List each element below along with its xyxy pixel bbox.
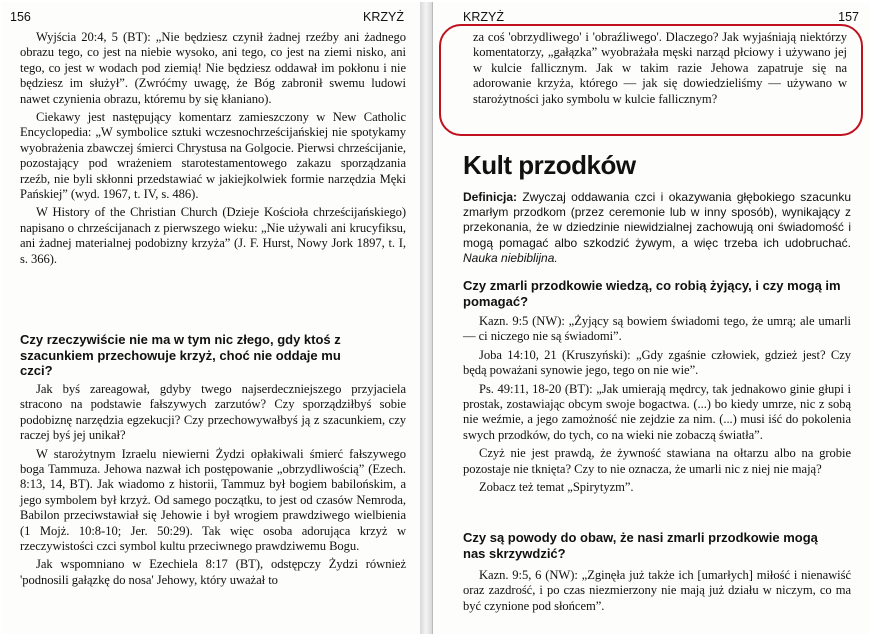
question-2-text <box>463 568 851 614</box>
left-page <box>2 2 421 634</box>
paragraph: Ps. 49:11, 18-20 (BT): „Jak umierają mędrcy, tak jednakowo ginie głupi i prostak, zostawiając obcym swoje bogactwa. (...) bo kiedy umrze, nic z sobą nie weźmie, a jego zamożność nie zejdzie za nim. (...) musi iść do pokolenia swych przodków, do tych, co na wieki nie zobaczą światła”. <box>463 381 851 442</box>
left-running-title: KRZYŻ <box>363 10 404 24</box>
definition-block <box>463 190 851 266</box>
question-1-text <box>463 314 851 495</box>
paragraph: Wyjścia 20:4, 5 (BT): „Nie będziesz czynił żadnej rzeźby ani żadnego obrazu tego, co jest na niebie wysoko, ani tego, co jest na ziemi nisko, ani tego, co jest w wodach pod ziemią! Nie będziesz oddawał im pokłonu i nie będziesz im służył”. (Zwróćmy uwagę, że Bóg zabronił swemu ludowi nawet czynienia obrazu, któremu by się kłaniano). <box>20 30 406 106</box>
right-running-title: KRZYŻ <box>463 10 504 24</box>
question-heading-1: Czy zmarli przodkowie wiedzą, co robią żyjący, i czy mogą im pomagać? <box>463 278 841 309</box>
paragraph: Jak wspomniano w Ezechiela 8:17 (BT), odstępczy Żydzi również 'podnosili gałązkę do nosa' Jehowy, który uważał to <box>20 557 406 587</box>
definition-label: Definicja: <box>463 190 518 204</box>
chapter-title: Kult przodków <box>463 150 636 180</box>
definition-note: Nauka niebiblijna. <box>463 250 558 265</box>
continued-text-block <box>473 30 847 107</box>
paragraph: Joba 14:10, 21 (Kruszyński): „Gdy zgaśnie człowiek, gdzież jest? Czy będą poważani synowie jego, tego on nie wie”. <box>463 347 851 378</box>
paragraph: W History of the Christian Church (Dzieje Kościoła chrześcijańskiego) napisano o chrześcijanach z pierwszego wieku: „Nie używali ani krucyfiksu, ani żadnej materialnej podobizny krzyża” (J. F. Hurst, Nowy Jork 1897, t. I, s. 366). <box>20 205 406 266</box>
paragraph: Jak byś zareagował, gdyby twego najserdeczniejszego przyjaciela stracono na podstawie fałszywych zarzutów? Czy sporządziłbyś sobie podobiznę narzędzia egzekucji? Czy przechowywałbyś ją z szacunkiem, czy raczej byś jej unikał? <box>20 382 406 443</box>
left-section-text <box>20 382 406 588</box>
left-page-number: 156 <box>10 10 31 24</box>
left-running-head <box>2 8 420 26</box>
question-heading-2: Czy są powody do obaw, że nasi zmarli przodkowie mogą nas skrzywdzić? <box>463 530 818 561</box>
right-page <box>432 2 869 634</box>
paragraph: Zobacz też temat „Spirytyzm”. <box>479 480 634 495</box>
paragraph: Kazn. 9:5 (NW): „Żyjący są bowiem świadomi tego, że umrą; ale umarli — ci niczego nie są świadomi”. <box>463 314 851 344</box>
paragraph: W starożytnym Izraelu niewierni Żydzi opłakiwali śmierć fałszywego boga Tammuza. Jehowa nazwał ich postępowanie „obrzydliwością” (Ezech. 8:13, 14, BT). Jak wiadomo z historii, Tammuz był bogiem babilońskim, a jego symbolem był krzyż. Od samego początku, to jest od czasów Nemroda, Babilon przeciwstawiał się Jehowie i był wrogiem prawdziwego wielbienia (1 Mojż. 10:8-10; Jer. 50:29). Tak więc osoba adorująca krzyż w rzeczywistości czci symbol kultu przeciwnego prawdziwemu Bogu. <box>20 446 406 554</box>
left-intro-text <box>20 30 406 267</box>
section-heading: Czy rzeczywiście nie ma w tym nic złego, gdy ktoś z szacunkiem przechowuje krzyż, choć nie oddaje mu czci? <box>20 332 341 378</box>
book-gutter <box>420 2 432 634</box>
paragraph: Kazn. 9:5, 6 (NW): „Zginęła już także ich [umarłych] miłość i nienawiść oraz zazdrość, i po czas niezmierzony nie mają już działu w niczym, co ma być czynione pod słońcem”. <box>463 568 851 613</box>
paragraph: za coś 'obrzydliwego' i 'obraźliwego'. Dlaczego? Jak wyjaśniają niektórzy komentatorzy, „gałązka” wyobrażała męski narząd płciowy i używano jej w kulcie fallicznym. Jak w takim razie Jehowa zapatruje się na adorowanie krzyża, którego — jak się dowiedzieliśmy — używano w starożytności jako symbolu w kulcie fallicznym? <box>473 30 847 106</box>
paragraph: Czyż nie jest prawdą, że żywność stawiana na ołtarzu albo na grobie pozostaje nie tknięta? Czy to nie oznacza, że umarli nic z niej nie mają? <box>463 446 851 476</box>
right-page-number: 157 <box>838 10 859 24</box>
right-running-head <box>433 8 869 26</box>
paragraph: Ciekawy jest następujący komentarz zamieszczony w New Catholic Encyclopedia: „W symbolice sztuki wczesnochrześcijańskiej nie spotykamy wyobrażenia zbawczej śmierci Chrystusa na Golgocie. Pierwsi chrześcijanie, pozostający pod wrażeniem starotestamentowego zakazu sporządzania rzeźb, nie byli skłonni przedstawiać w jakiejkolwiek formie narzędzia Męki Pańskiej” (wyd. 1967, t. IV, s. 486). <box>20 110 406 202</box>
definition-text: Zwyczaj oddawania czci i okazywania głębokiego szacunku zmarłym przodkom (przez ceremonie lub w inny sposób), wynikający z przekonania, że w dziedzinie niewidzialnej zachowują oni świadomość i mogą pomagać albo szkodzić żywym, a więc trzeba ich udobruchać. <box>463 190 851 250</box>
